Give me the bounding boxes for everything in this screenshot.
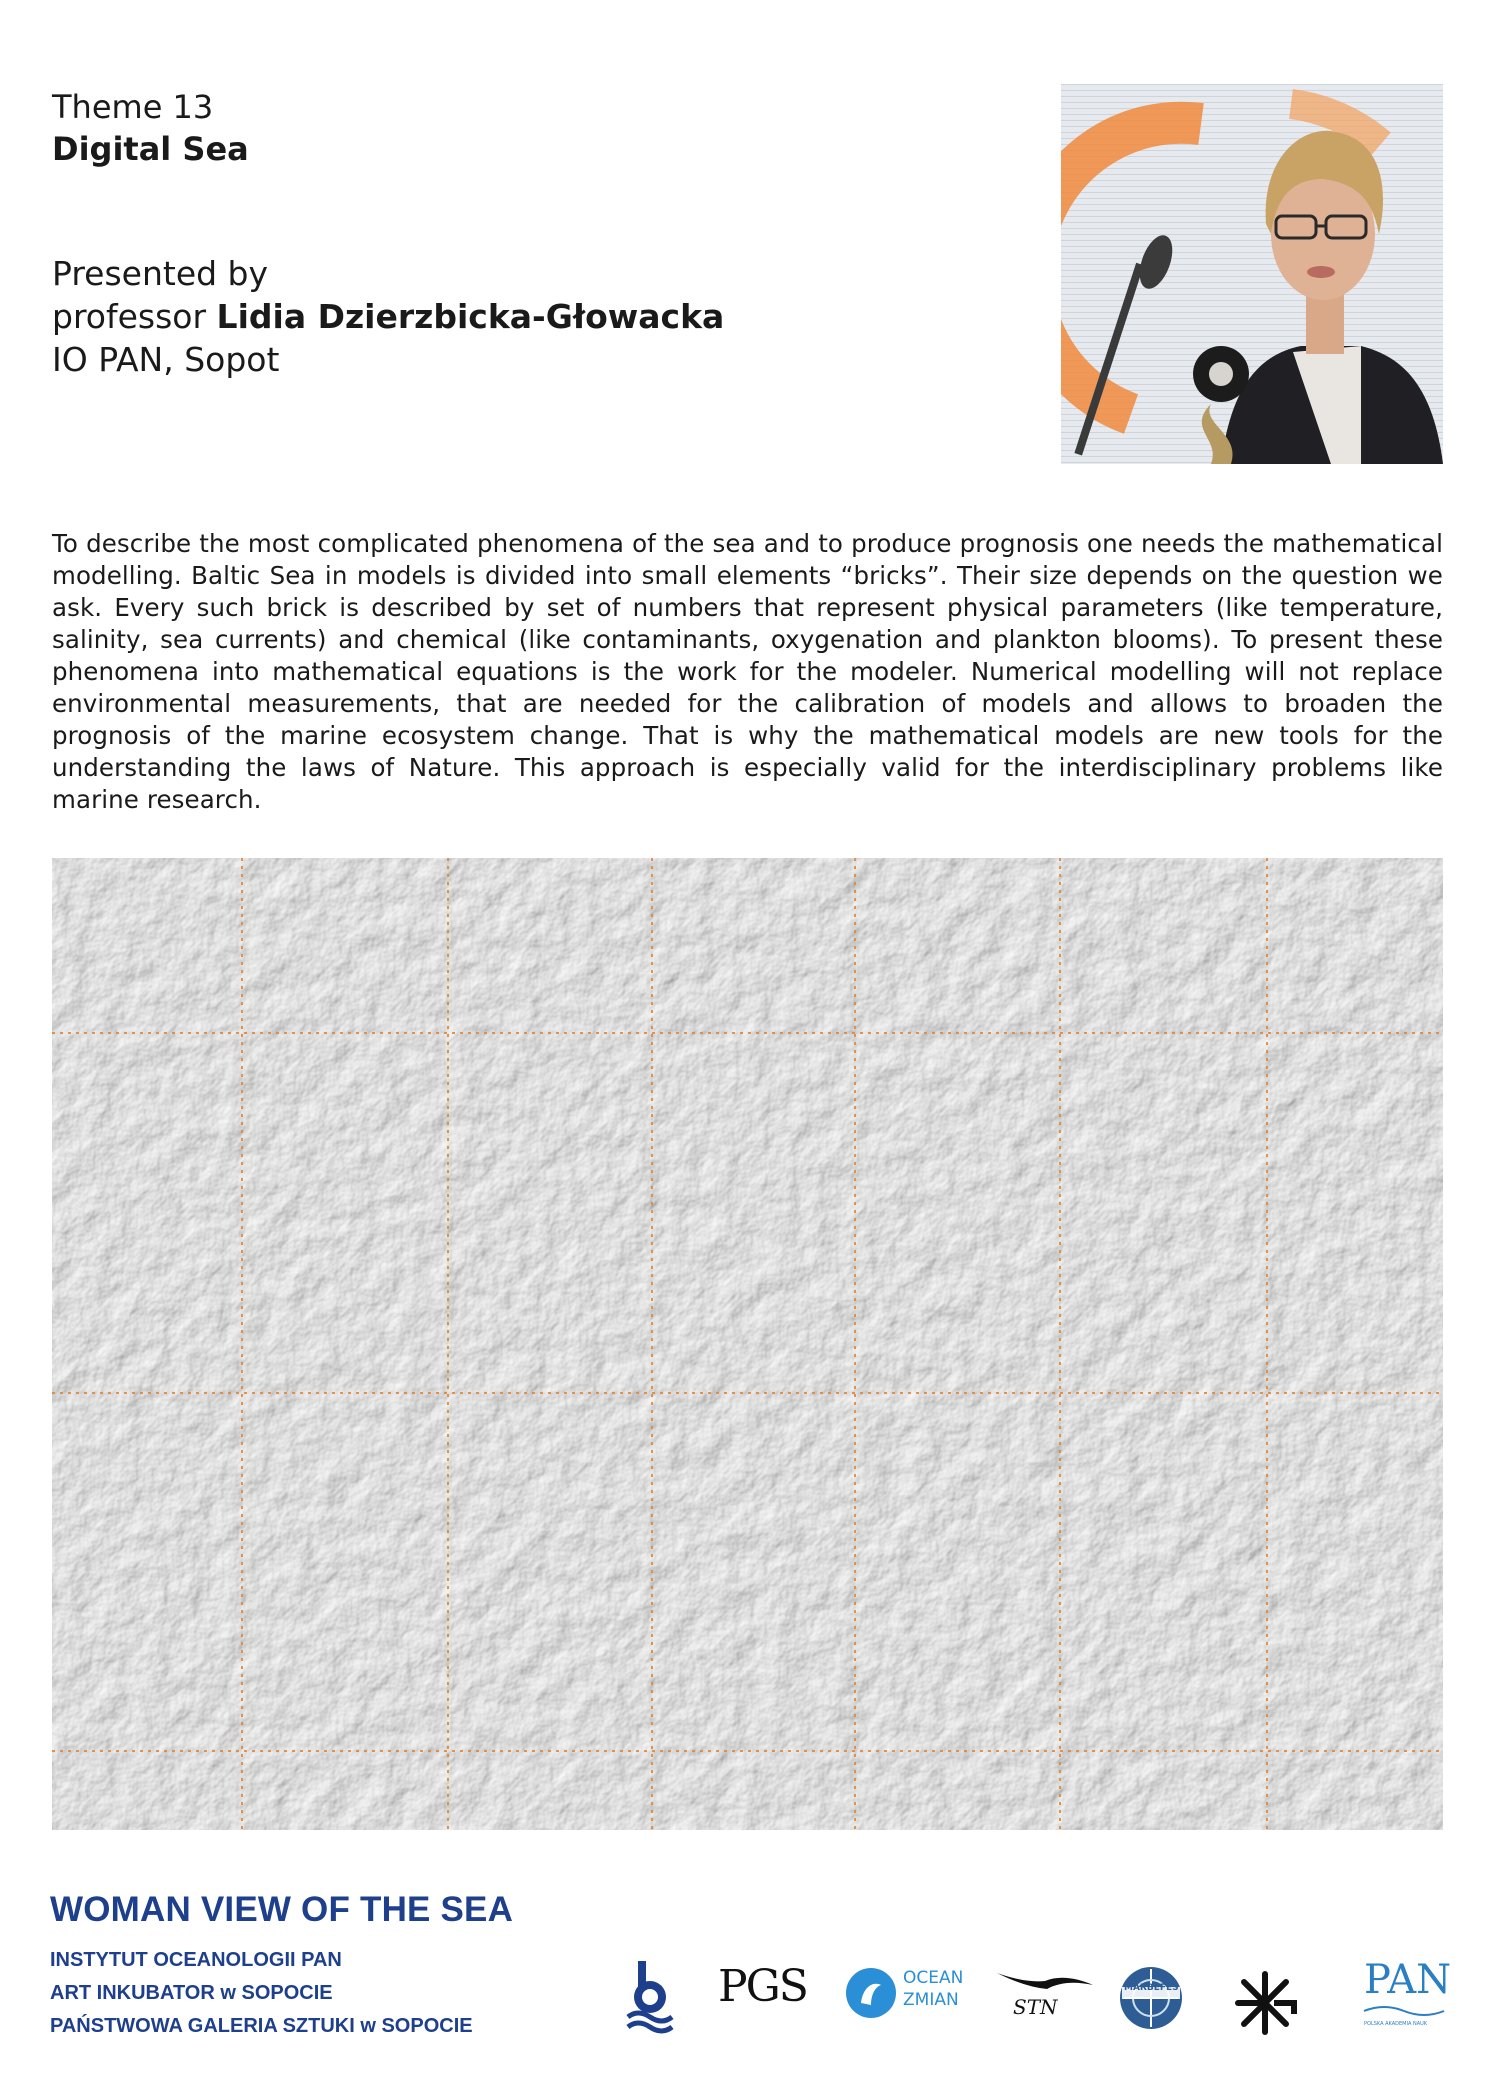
ocean-zmian-line1: OCEAN: [903, 1968, 964, 1988]
ocean-zmian-line2: ZMIAN: [903, 1990, 959, 2010]
presenter-block: [52, 252, 724, 381]
pan-logo: [1360, 1955, 1450, 2035]
stn-logo: [995, 1955, 1095, 2035]
presenter-name: Lidia Dzierzbicka-Głowacka: [216, 297, 725, 336]
ocean-zmian-icon: [845, 1967, 897, 2019]
pan-text: PAN: [1364, 1957, 1452, 2003]
ocean-zmian-logo: [845, 1955, 975, 2035]
pgs-logo: PGS: [718, 1961, 807, 2012]
presenter-name-line: [52, 295, 724, 338]
baltic-sea-model-map: [52, 858, 1443, 1830]
theme-title: Digital Sea: [52, 130, 249, 168]
footer-line: INSTYTUT OCEANOLOGII PAN: [50, 1949, 342, 1971]
presenter-affiliation: IO PAN, Sopot: [52, 340, 280, 379]
marbefes-text: MARBEFES: [1124, 1983, 1179, 1993]
io-pan-logo: [620, 1955, 680, 2035]
stn-text: STN: [1013, 1995, 1058, 2019]
globe-icon: [1118, 1965, 1184, 2031]
presenter-prefix: professor: [52, 297, 217, 336]
presenter-intro: Presented by: [52, 254, 269, 293]
footer-title: WOMAN VIEW OF THE SEA: [50, 1890, 514, 1929]
partner-logos: [620, 1955, 1450, 2035]
pan-subtext: POLSKA AKADEMIA NAUK: [1364, 2021, 1428, 2027]
sunburst-g-logo: [1232, 1963, 1298, 2043]
footer-line: ART INKUBATOR w SOPOCIE: [50, 1982, 333, 2004]
body-paragraph: To describe the most complicated phenomena of the sea and to produce prognosis one needs the mathematical modelling. Baltic Sea in models is divided into small elements “bricks”. Their size depends on the question we ask. Every such brick is described by set of numbers that represent physical parameters (like temperature, salinity, sea currents) and chemical (like contaminants, oxygenation and plankton blooms). To present these phenomena into mathematical equations is the work for the modeler. Numerical modelling will not replace environmental measurements, that are needed for the calibration of models and allows to broaden the prognosis of the marine ecosystem change. That is why the mathematical models are new tools for the understanding the laws of Nature. This approach is especially valid for the interdisciplinary problems like marine research.: [52, 529, 1443, 814]
theme-heading: [52, 86, 249, 170]
theme-label: Theme 13: [52, 88, 214, 126]
marbefes-logo: [1118, 1955, 1188, 2035]
wave-icon: [1362, 2003, 1446, 2019]
presenter-photo: [1061, 84, 1443, 464]
footer-institutions: [50, 1944, 473, 2043]
footer-line: PAŃSTWOWA GALERIA SZTUKI w SOPOCIE: [50, 2015, 473, 2037]
